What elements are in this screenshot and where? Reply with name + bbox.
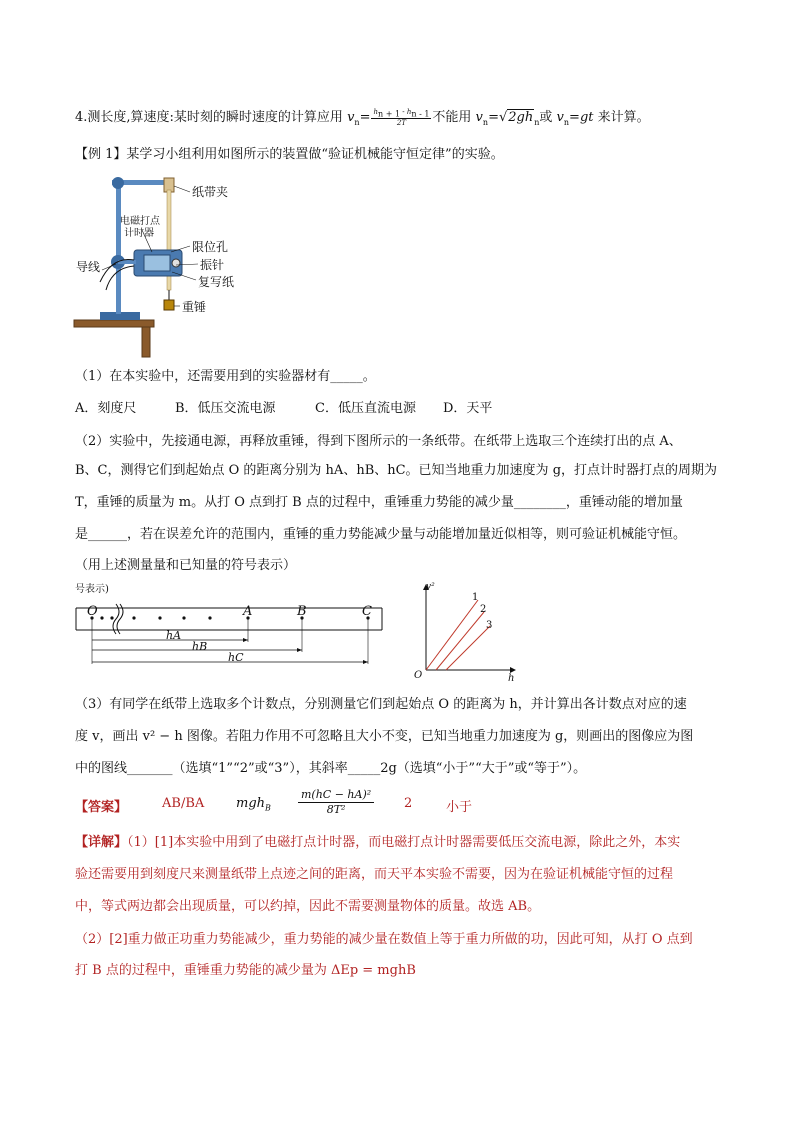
tip-suffix: 来计算。 <box>593 110 650 126</box>
answer-3 <box>298 788 374 817</box>
graph-label-3: 3 <box>486 620 493 631</box>
equals-2: = <box>488 110 499 126</box>
answer-2-text: mgh <box>236 796 266 811</box>
tape-label-b: B <box>297 604 307 619</box>
detail-line-2: 验还需要用到刻度尺来测量纸带上点迹之间的距离，而天平本实验不需要，因为在验证机械能守恒的过程 <box>75 867 674 882</box>
q1-option-c: C．低压直流电源 <box>315 401 416 416</box>
tape-dot <box>100 616 103 619</box>
graph-label-2: 2 <box>480 604 487 615</box>
gt-symbol: gt <box>579 110 594 126</box>
tape-dot <box>110 616 113 619</box>
q3-line-3: 中的图线_______（选填“1”“2”或“3”），其斜率_____2g（选填“小于”“大于”或“等于”）。 <box>75 761 587 776</box>
vn-sub: n <box>354 117 360 127</box>
q1-option-a: A．刻度尺 <box>75 401 137 416</box>
timer-knob <box>172 259 180 267</box>
label-hole: 限位孔 <box>192 240 229 254</box>
label-weight: 重锤 <box>182 300 207 314</box>
stand-rod <box>116 180 121 314</box>
answer-2-sub: B <box>265 803 271 813</box>
answer-1: AB/BA <box>162 796 205 811</box>
vn-symbol-3: v <box>556 110 564 126</box>
q2-line-3: T，重锤的质量为 m。从打 O 点到打 B 点的过程中，重锤重力势能的减少量________，重锤动能的增加量 <box>75 495 683 510</box>
graph-y-label: v² <box>426 582 435 592</box>
frac-h1: h <box>373 108 378 116</box>
q1-option-b: B．低压交流电源 <box>175 401 276 416</box>
answer-3-num: m(hC − hA)² <box>298 788 374 803</box>
tape-label-c: C <box>362 604 372 619</box>
tape-dot <box>182 616 185 619</box>
graph-x-label: h <box>508 673 515 684</box>
tape-dot <box>208 616 211 619</box>
tape-cut-text: 号表示) <box>75 584 109 595</box>
sqrt-icon: √ <box>498 110 508 126</box>
detail-line-5: 打 B 点的过程中，重锤重力势能的减少量为 ΔEp = mghB <box>75 963 416 978</box>
answer-5: 小于 <box>446 800 473 815</box>
answer-3-den: 8T² <box>326 803 346 816</box>
table-top <box>74 320 154 327</box>
graph-origin: O <box>414 670 423 681</box>
sqrt-body: 2gh <box>508 110 534 126</box>
answer-tag: 【答案】 <box>75 800 128 815</box>
example-tag: 【例 1】 <box>75 147 127 162</box>
q3-line-1: （3）有同学在纸带上选取多个计数点，分别测量它们到起始点 O 的距离为 h，并计算出各计数点对应的速 <box>75 697 687 712</box>
detail-line-3: 中，等式两边都会出现质量，可以约掉，因此不需要测量物体的质量。故选 AB。 <box>75 899 541 914</box>
label-clip: 纸带夹 <box>192 185 229 199</box>
detail-line-1 <box>75 834 680 852</box>
arrowhead-ha <box>243 638 248 642</box>
example-heading <box>75 146 504 164</box>
tip-line <box>75 108 650 132</box>
detail-line-4: （2）[2]重力做正功重力势能减少，重力势能的减少量在数值上等于重力所做的功，因此可知，从打 O 点到 <box>75 932 693 947</box>
tape-length-hb: hB <box>192 640 208 653</box>
frac-h2: h <box>406 108 412 116</box>
q1-options <box>75 400 492 418</box>
equals: = <box>359 110 371 126</box>
tape-dot <box>132 616 135 619</box>
tape-label-a: A <box>243 604 253 619</box>
frac-minus: - <box>400 108 407 116</box>
graph-label-1: 1 <box>472 592 479 603</box>
equals-3: = <box>569 110 580 126</box>
tip-prefix: 4.测长度,算速度:某时刻的瞬时速度的计算应用 <box>75 110 348 126</box>
graph-line-2 <box>436 612 484 670</box>
answer-4: 2 <box>404 796 413 811</box>
label-wire: 导线 <box>76 260 101 274</box>
q3-line-2: 度 v，画出 v² − h 图像。若阻力作用不可忽略且大小不变，已知当地重力加速度为 g，则画出的图像应为图 <box>75 729 694 744</box>
vn-symbol: v <box>347 110 355 126</box>
arrowhead-hc <box>363 660 368 664</box>
tape-label-o: O <box>87 604 98 619</box>
label-carbon: 复写纸 <box>198 275 235 289</box>
label-timer-1: 电磁打点 <box>120 216 160 227</box>
graph-figure <box>412 582 522 686</box>
q1-option-d: D．天平 <box>443 401 493 416</box>
velocity-fraction <box>371 108 431 127</box>
vn-sub-3: n <box>563 117 570 127</box>
answer-2 <box>236 796 271 813</box>
graph-line-1 <box>426 600 478 670</box>
detail-tag: 【详解】 <box>75 835 128 850</box>
tip-or: 或 <box>539 110 557 126</box>
vn-symbol-2: v <box>475 110 483 126</box>
tape-length-ha: hA <box>166 629 182 642</box>
label-timer-2: 计时器 <box>124 228 154 239</box>
tape-length-hc: hC <box>228 651 244 664</box>
label-needle: 振针 <box>200 258 225 272</box>
graph-line-3 <box>446 626 490 670</box>
q2-line-4: 是______，若在误差允许的范围内，重锤的重力势能减少量与动能增加量近似相等，则可验证机械能守恒。 <box>75 527 687 542</box>
frac-sub2: n - 1 <box>411 109 430 119</box>
timer-face <box>144 255 170 271</box>
q1-stem: （1）在本实验中，还需要用到的实验器材有_____。 <box>75 369 376 384</box>
frac-sub1: n + 1 <box>378 109 401 119</box>
top-clamp <box>112 177 124 189</box>
vn-sub-2: n <box>482 117 489 127</box>
q2-line-2: B、C，测得它们到起始点 O 的距离分别为 hA、hB、hC。已知当地重力加速度为 g，打点计时器打点的周期为 <box>75 463 718 478</box>
q2-line-5: （用上述测量量和已知量的符号表示） <box>75 558 297 573</box>
tip-mid: 不能用 <box>432 110 476 126</box>
detail-p1-l1: （1）[1]本实验中用到了电磁打点计时器，而电磁打点计时器需要低压交流电源，除此之外，本实 <box>127 835 681 850</box>
leader-clip <box>174 186 190 192</box>
table-leg <box>142 327 150 357</box>
weight-block <box>164 300 174 310</box>
example-text: 某学习小组利用如图所示的装置做“验证机械能守恒定律”的实验。 <box>126 147 504 162</box>
q2-line-1: （2）实验中，先接通电源，再释放重锤，得到下图所示的一条纸带。在纸带上选取三个连续打出的点 A、 <box>75 434 682 449</box>
frac-den: 2T <box>396 119 406 128</box>
sqrt-sub: n <box>534 117 540 127</box>
tape-dot <box>158 616 161 619</box>
arrowhead-hb <box>297 648 302 652</box>
